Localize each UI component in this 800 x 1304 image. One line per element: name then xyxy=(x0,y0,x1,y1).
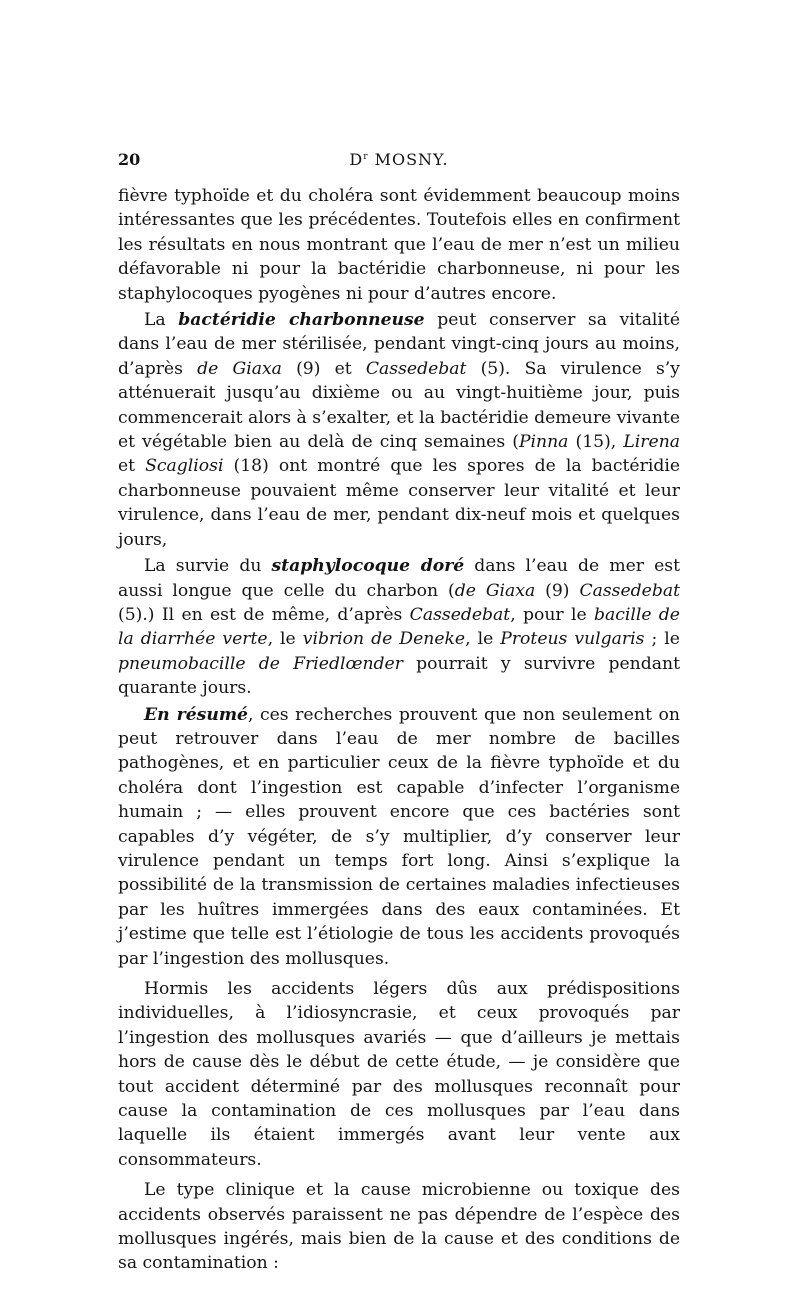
italic-author: Pinna xyxy=(518,432,569,453)
text-run: dans l’eau de mer est aussi longue que celle du charbon ( xyxy=(118,556,680,601)
paragraph-4 xyxy=(118,703,680,971)
text-run: fièvre typhoïde et du choléra sont évidemment beaucoup moins intéressantes que les précédentes. Toutefois elles en confirment les résultats en nous montrant que l’eau de mer n’est un milieu défavorable ni pour la bactéridie charbonneuse, ni pour les staphylocoques pyogènes ni pour d’autres encore. xyxy=(118,186,680,304)
italic-term: bacille de la diarrhée verte xyxy=(118,604,680,650)
text-run: Le type clinique et la cause microbienne ou toxique des accidents observés paraissent ne pas dépendre de l’espèce des mollusques ingérés, mais bien de la cause et des conditions de sa contamination : xyxy=(118,1180,680,1274)
text-run: (9) xyxy=(535,580,580,601)
text-run: , le xyxy=(465,629,501,650)
paragraph-3 xyxy=(118,554,680,700)
text-run: et xyxy=(118,456,146,477)
text-run: , ces recherches prouvent que non seulement on peut retrouver dans l’eau de mer nombre de bacilles pathogènes, et en particulier ceux de la fièvre typhoïde et du choléra dont l’ingestion est capable d’infecter l’organisme humain ; — elles prouvent encore que ces bactéries sont capables d’y végéter, de s’y multiplier, d’y conserver leur virulence pendant un temps fort long. Ainsi s’explique la possibilité de la transmission de certaines maladies infectieuses par les huîtres immergées dans des eaux contaminées. Et j’estime que telle est l’étiologie de tous les accidents provoqués par l’ingestion des mollusques. xyxy=(118,704,680,969)
italic-author: de Giaxa xyxy=(197,358,282,379)
italic-term: En résumé xyxy=(144,704,248,725)
italic-term: bactéridie charbonneuse xyxy=(178,310,425,331)
italic-author: Cassedebat xyxy=(579,580,680,601)
author-sup: r xyxy=(363,152,369,162)
running-title xyxy=(118,150,680,169)
italic-term: pneumobacille de Friedlœnder xyxy=(118,653,403,674)
text-run: (5).) Il en est de même, d’après xyxy=(118,604,410,625)
text-run: , pour le xyxy=(510,604,594,625)
text-run: , le xyxy=(267,629,303,650)
text-run: (15), xyxy=(568,432,624,453)
paragraph-2 xyxy=(118,308,680,552)
book-page xyxy=(118,150,680,1276)
italic-author: Cassedebat xyxy=(409,604,511,625)
body-text xyxy=(118,184,680,1276)
italic-author: Cassedebat xyxy=(365,358,467,379)
text-run: ; le xyxy=(644,629,680,650)
page-number: 20 xyxy=(118,150,141,169)
text-run: La xyxy=(144,310,179,331)
author-name: MOSNY. xyxy=(368,150,449,169)
italic-term: Proteus vulgaris xyxy=(500,629,645,650)
text-run: (5). Sa virulence s’y atténuerait jusqu’au dixième ou au vingt-huitième jour, puis commencerait alors à s’exalter, et la bactéridie demeure vivante et végétable bien au delà de cinq semaines ( xyxy=(118,358,680,453)
text-run: Hormis les accidents légers dûs aux prédispositions individuelles, à l’idiosyncrasie, et ceux provoqués par l’ingestion des mollusques avariés — que d’ailleurs je mettais hors de cause dès le début de cette étude, — je considère que tout accident déterminé par des mollusques reconnaît pour cause la contamination de ces mollusques par l’eau dans laquelle ils étaient immergés avant leur vente aux consommateurs. xyxy=(118,979,680,1170)
text-run: La survie du xyxy=(144,556,272,577)
italic-author: Lirena xyxy=(623,432,681,453)
italic-term: staphylocoque doré xyxy=(271,556,465,577)
italic-author: de Giaxa xyxy=(454,580,536,601)
text-run: pourrait y survivre pendant quarante jours. xyxy=(118,653,680,699)
paragraph-1 xyxy=(118,184,680,306)
italic-author: Scagliosi xyxy=(145,456,224,477)
running-head xyxy=(118,150,680,174)
text-run: (9) et xyxy=(281,358,366,379)
text-run: peut conserver sa vitalité dans l’eau de mer stérilisée, pendant vingt-cinq jours au moins, d’après xyxy=(118,310,681,379)
paragraph-6 xyxy=(118,1178,680,1276)
text-run: (18) ont montré que les spores de la bactéridie charbonneuse pouvaient même conserver leur vitalité et leur virulence, dans l’eau de mer, pendant dix-neuf mois et quelques jours, xyxy=(118,456,680,550)
paragraph-5 xyxy=(118,977,680,1172)
author-prefix: D xyxy=(349,150,364,169)
italic-term: vibrion de Deneke xyxy=(302,629,466,650)
